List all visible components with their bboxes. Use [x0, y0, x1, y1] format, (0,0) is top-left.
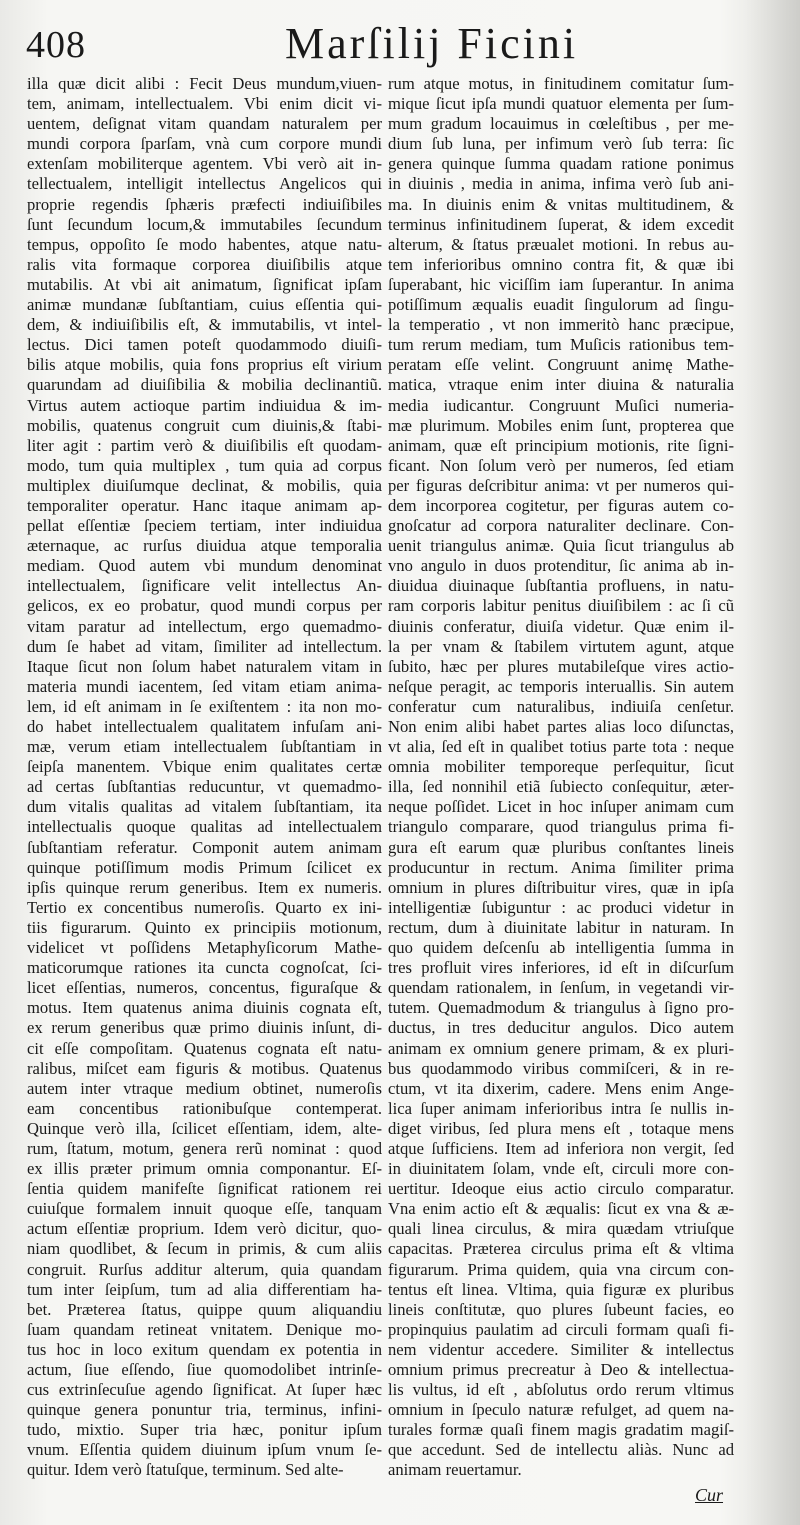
right-column-line: mæ plurimum. Mobiles enim ſunt, propterea que: [388, 415, 734, 435]
left-text-column: [27, 74, 382, 1481]
right-column-line: tem inferioribus omnino contra fit, & quæ ibi: [388, 254, 734, 274]
right-column-line: omnium primus precreatur à Deo & intellectua-: [388, 1360, 734, 1379]
right-column-line: dium ſub luna, per infimum verò ſub terra: ſic: [388, 134, 734, 154]
right-column-line: alterum, & ſtatus præualet motioni. In rebus au-: [388, 234, 734, 254]
left-column-line: actum, ſiue eſſendo, ſiue quomodolibet intrinſe-: [27, 1360, 382, 1379]
left-column-line: ralis vita formaque corporea diuiſibilis atque: [27, 254, 382, 274]
left-column-line: dem, & indiuiſibilis eſt, & immutabilis, vt intel-: [27, 315, 382, 335]
left-column-line: intellectualis quoque qualitas ad intellectualem: [27, 817, 382, 837]
right-column-line: lica ſuper animam inferioribus intra ſe nullis in-: [388, 1098, 734, 1118]
left-column-line: niam quodlibet, & ſecum in primis, & cum aliis: [27, 1239, 382, 1259]
left-column-line: ex rerum generibus quæ primo diuinis inſunt, di-: [27, 1018, 382, 1038]
left-column-line: modo, tum quia multiplex , tum quia ad corpus: [27, 455, 382, 475]
right-column-line: dem incorporea cogitetur, per figuras autem co-: [388, 495, 734, 515]
left-column-line: ſentia quidem manifeſte ſignificat rationem rei: [27, 1179, 382, 1199]
right-column-line: turales formæ quaſi finem magis gradatim magiſ-: [388, 1420, 734, 1440]
left-column-line: tus hoc in loco exitum quendam ex potentia in: [27, 1339, 382, 1359]
left-column-line: mediam. Quod autem vbi mundum denominat: [27, 556, 382, 576]
left-column-line: multiplex diuiſumque declinat, & mobilis, quia: [27, 475, 382, 495]
left-column-line: tellectualem, intelligit intellectus Angelicos qui: [27, 174, 382, 194]
right-column-line: vt alia, ſed eſt in qualibet totius parte tota : neque: [388, 737, 734, 757]
right-column-line: rectum, dum à diuinitate labitur in naturam. In: [388, 917, 734, 937]
right-column-line: ſubito, hæc per plures mutabileſque vires actio-: [388, 656, 734, 676]
right-column-line: ctum, vt ita dixerim, cadere. Mens enim Ange-: [388, 1078, 734, 1098]
right-column-line: diuinis conferatur, diuiſa videtur. Quæ enim il-: [388, 616, 734, 636]
left-column-line: extenſam mobiliterque agentem. Vbi verò ait in-: [27, 154, 382, 174]
right-column-line: genera quinque ſumma quadam ratione ponimus: [388, 154, 734, 174]
right-column-line: neſque peragit, ac temporis interuallis. Sin autem: [388, 676, 734, 696]
left-column-line: gelicos, ex eo probatur, quod mundi corpus per: [27, 596, 382, 616]
left-column-line: rum, ſtatum, motum, genera rerũ nominat : quod: [27, 1138, 382, 1158]
right-column-line: ram corporis labitur penitus diuiſibilem : ac ſi cũ: [388, 596, 734, 616]
right-column-line: lis vultus, id eſt , abſolutus ordo rerum vltimus: [388, 1380, 734, 1400]
left-column-line: proprie regendis ſphæris præfecti indiuiſibiles: [27, 194, 382, 214]
left-column-line: Virtus autem actioque partim indiuidua & im-: [27, 395, 382, 415]
right-column-line: bus quodammodo viribus commiſceri, & in re-: [388, 1058, 734, 1078]
left-column-line: autem inter vtraque medium obtinet, numeroſis: [27, 1078, 382, 1098]
right-column-line: ma. In diuinis enim & vnitas multitudinem, &: [388, 194, 734, 214]
left-column-line: animæ mundanæ ſubſtantiam, cuius eſſentia qui-: [27, 295, 382, 315]
left-column-line: eam concentibus rationibuſque contemperat.: [27, 1098, 382, 1118]
left-column-line: Tertio ex concentibus numeroſis. Quarto ex ini-: [27, 897, 382, 917]
right-column-line: mum gradum locauimus in cœleſtibus , per me-: [388, 114, 734, 134]
right-column-line: potiſſimum æqualis euadit ſingulorum ad ſingu-: [388, 295, 734, 315]
right-column-line: tentus eſt linea. Vltima, quia figuræ ex pluribus: [388, 1279, 734, 1299]
right-column-line: peratam eſſe velint. Congruunt animę Mathe-: [388, 355, 734, 375]
right-column-line: quo quidem deſcenſu ab intelligentia ſumma in: [388, 938, 734, 958]
right-column-line: rum atque motus, in finitudinem comitatur ſum-: [388, 74, 734, 93]
left-column-line: mæ, verum etiam intellectualem ſubſtantiam in: [27, 737, 382, 757]
right-column-line: tres profluit vires inferiores, id eſt in diſcurſum: [388, 958, 734, 978]
right-column-line: ficant. Non ſolum verò per numeros, ſed etiam: [388, 455, 734, 475]
right-column-line: propinquius paulatim ad circuli formam quaſi fi-: [388, 1319, 734, 1339]
left-column-line: lem, id eſt animam in ſe exiſtentem : ita non mo-: [27, 696, 382, 716]
right-text-column: [388, 74, 734, 1481]
right-column-line: que accedunt. Sed de intellectu aliàs. Nunc ad: [388, 1440, 734, 1460]
right-column-line: capacitas. Præterea circulus prima eſt & vltima: [388, 1239, 734, 1259]
right-column-line: diget viribus, ſed plura mens eſt , totaque mens: [388, 1118, 734, 1138]
right-column-line: quali linea circulus, & mira quædam vtriuſque: [388, 1219, 734, 1239]
right-column-line: animam, quæ eſt principium motionis, rite ſigni-: [388, 435, 734, 455]
left-column-line: cuiuſque formalem innuit quoque eſſe, tanquam: [27, 1199, 382, 1219]
right-column-line: animam reuertamur.: [388, 1460, 522, 1480]
left-column-line: cit eſſe compoſitam. Quatenus cognata eſt natu-: [27, 1038, 382, 1058]
right-column-line: gnoſcatur ad corpora naturaliter declinare. Con-: [388, 516, 734, 536]
page-edge-shadow: [745, 0, 800, 1525]
left-column-line: mobilis, quatenus congruit cum diuinis,& ſtabi-: [27, 415, 382, 435]
right-column-line: figurarum. Prima quidem, quia vna circum con-: [388, 1259, 734, 1279]
left-column-line: illa quæ dicit alibi : Fecit Deus mundum,viuen-: [27, 74, 382, 93]
left-column-line: ſuam quandam retineat vnitatem. Denique mo-: [27, 1319, 382, 1339]
left-column-line: dum vitalis qualitas ad vitalem ſubſtantiam, ita: [27, 797, 382, 817]
right-column-line: uenit triangulus animæ. Quia ſicut triangulus ab: [388, 536, 734, 556]
right-column-line: omnium in plures diſtribuitur vires, quæ in ipſa: [388, 877, 734, 897]
right-column-line: illa, ſed nonnihil etiã ſubiecto conſequitur, æter-: [388, 777, 734, 797]
left-column-line: tiis figurarum. Quinto ex principiis motionum,: [27, 917, 382, 937]
right-column-line: producuntur in rectum. Anima ſimiliter prima: [388, 857, 734, 877]
right-column-line: omnium in ſpeculo naturæ refulget, ad quem na-: [388, 1400, 734, 1420]
left-column-line: videlicet vt poſſidens Metaphyſicorum Mathe-: [27, 938, 382, 958]
right-column-line: mique ſicut ipſa mundi quatuor elementa per ſum-: [388, 94, 734, 114]
left-column-line: quinque potiſſimum modis Primum ſcilicet ex: [27, 857, 382, 877]
right-column-line: terminus infinitudinem ſuperat, & idem excedit: [388, 214, 734, 234]
left-column-line: quinque genera ponuntur tria, terminus, infini-: [27, 1400, 382, 1420]
left-column-line: uentem, deſignat vitam quandam naturalem per: [27, 114, 382, 134]
right-column-line: conferatur cum naturalibus, indiuiſa cenſetur.: [388, 696, 734, 716]
right-column-line: Non enim alibi habet partes alias loco diſunctas,: [388, 717, 734, 736]
left-column-line: liter agit : partim verò & diuiſibilis eſt quodam-: [27, 435, 382, 455]
right-column-line: quendam rationalem, in ſenſum, in vegetandi vir-: [388, 978, 734, 998]
right-column-line: media iudicantur. Congruunt Muſici numeria-: [388, 395, 734, 415]
left-column-line: mutabilis. At vbi ait animatum, ſignificat ipſam: [27, 274, 382, 294]
left-column-line: ſeipſa manentem. Vbique enim qualitates certæ: [27, 757, 382, 777]
left-column-line: tempus, oppoſito ſe modo habentes, atque natu-: [27, 234, 382, 254]
left-column-line: tem, animam, intellectualem. Vbi enim dicit vi-: [27, 94, 382, 114]
right-column-line: gura eſt earum quæ pluribus conſtantes lineis: [388, 837, 734, 857]
left-column-line: Quinque verò illa, ſcilicet eſſentiam, idem, alte-: [27, 1118, 382, 1138]
left-column-line: temporaliter operatur. Hanc itaque animam ap-: [27, 495, 382, 515]
right-column-line: la temperatio , vt non immeritò hanc præcipue,: [388, 315, 734, 335]
left-column-line: ralibus, miſcet eam figuris & motibus. Quatenus: [27, 1058, 382, 1078]
left-column-line: bilis atque mobilis, quia fons proprius eſt virium: [27, 355, 382, 375]
right-column-line: ſuperabant, hic viciſſim iam ſuperantur. In anima: [388, 274, 734, 294]
left-column-line: ipſis quinque rerum generibus. Item ex numeris.: [27, 877, 382, 897]
catchword: Cur: [695, 1485, 724, 1505]
left-column-line: congruit. Rurſus additur alterum, quia quandam: [27, 1259, 382, 1279]
right-column-line: in diuinis , media in anima, infima verò ſub ani-: [388, 174, 734, 194]
right-column-line: omnia mobiliter temporeque perſequitur, ſicut: [388, 757, 734, 777]
right-column-line: matica, vtraque enim inter diuina & naturalia: [388, 375, 734, 395]
left-column-line: cus extrinſecuſue agendo ſignificat. At ſuper hæc: [27, 1380, 382, 1400]
left-column-line: tum inter ſeipſum, tum ad alia differentiam ha-: [27, 1279, 382, 1299]
right-column-line: vno angulo in duos protenditur, ſic anima ab in-: [388, 556, 734, 576]
right-column-line: in diuinitatem ſolam, vnde eſt, circuli more con-: [388, 1159, 734, 1179]
right-column-line: la per vnam & ſtabilem virtutem agunt, atque: [388, 636, 734, 656]
left-column-line: actum eſſentiæ proprium. Idem verò dicitur, quo-: [27, 1219, 382, 1239]
right-column-line: tum rerum mediam, tum Muſicis rationibus tem-: [388, 335, 734, 355]
right-column-line: uertitur. Ideoque eius actio circulo comparatur.: [388, 1179, 734, 1199]
left-column-line: quitur. Idem verò ſtatuſque, terminum. Sed alte-: [27, 1460, 344, 1480]
left-column-line: vnum. Eſſentia quidem diuinum ipſum vnum ſe-: [27, 1440, 382, 1460]
left-column-line: materia mundi iacentem, ſed vitam etiam anima-: [27, 676, 382, 696]
left-column-line: vitam paratur ad intellectum, ergo quemadmo-: [27, 616, 382, 636]
left-column-line: bet. Præterea ſtatus, quippe quum aliquandiu: [27, 1299, 382, 1319]
left-column-line: æternaque, ac rurſus diuidua atque temporalia: [27, 536, 382, 556]
right-column-line: diuidua diuinaque ſubſtantia profluens, in natu-: [388, 576, 734, 596]
right-column-line: intelligentiæ ſubiguntur : ac produci videtur in: [388, 897, 734, 917]
right-column-line: lineis conſtitutæ, quo plures ſubeunt facies, eo: [388, 1299, 734, 1319]
left-column-line: maticorumque rationes ita cuncta cognoſcat, ſci-: [27, 958, 382, 978]
left-column-line: ad certas ſubſtantias reducuntur, vt quemadmo-: [27, 777, 382, 797]
left-column-line: ſubſtantiam referatur. Componit autem animam: [27, 837, 382, 857]
right-column-line: neque poſſidet. Licet in hoc inſuper animam cum: [388, 797, 734, 817]
right-column-line: atque ſufficiens. Item ad inferiora non vergit, ſed: [388, 1138, 734, 1158]
left-column-line: Itaque ſicut non ſolum habet naturalem vitam in: [27, 656, 382, 676]
left-column-line: motus. Item quatenus anima diuinis cognata eſt,: [27, 998, 382, 1018]
left-column-line: pellat eſſentiæ ſpeciem tertiam, inter indiuidua: [27, 516, 382, 536]
left-column-line: ſunt ſecundum locum,& immutabiles ſecundum: [27, 214, 382, 234]
running-head: Marſilij Ficini: [285, 19, 579, 68]
left-column-line: dum ſe habet ad vitam, ſimiliter ad intellectum.: [27, 636, 382, 656]
right-column-line: Vna enim actio eſt & æqualis: ſicut ex vna & æ-: [388, 1199, 734, 1219]
right-column-line: per figuras deſcribitur anima: vt per numeros qui-: [388, 475, 734, 495]
left-column-line: lectus. Dici tamen poteſt quodammodo diuiſi-: [27, 335, 382, 355]
right-column-line: triangulo comparare, quod triangulus prima fi-: [388, 817, 734, 837]
left-column-line: ex illis præter primum omnia componantur. Eſ-: [27, 1159, 382, 1179]
left-column-line: quarundam ad diuiſibilia & mobilia declinantiũ.: [27, 375, 382, 395]
left-column-line: do habet intellectualem qualitatem infuſam ani-: [27, 717, 382, 736]
page-number: 408: [26, 24, 86, 66]
right-column-line: tutem. Quemadmodum & triangulus à ſigno pro-: [388, 998, 734, 1018]
left-column-line: licet eſſentias, numeros, concentus, figuraſque &: [27, 978, 382, 998]
left-column-line: mundi corpora ſparſam, vnà cum corpore mundi: [27, 134, 382, 154]
left-column-line: tudo, mixtio. Super tria hæc, ponitur ipſum: [27, 1420, 382, 1440]
right-column-line: nem videntur accedere. Similiter & intellectus: [388, 1339, 734, 1359]
right-column-line: animam ex omnium genere primam, & ex pluri-: [388, 1038, 734, 1058]
left-column-line: intellectualem, ſignificare velit intellectus An-: [27, 576, 382, 596]
right-column-line: ductus, in tres deducitur angulos. Dico autem: [388, 1018, 734, 1038]
